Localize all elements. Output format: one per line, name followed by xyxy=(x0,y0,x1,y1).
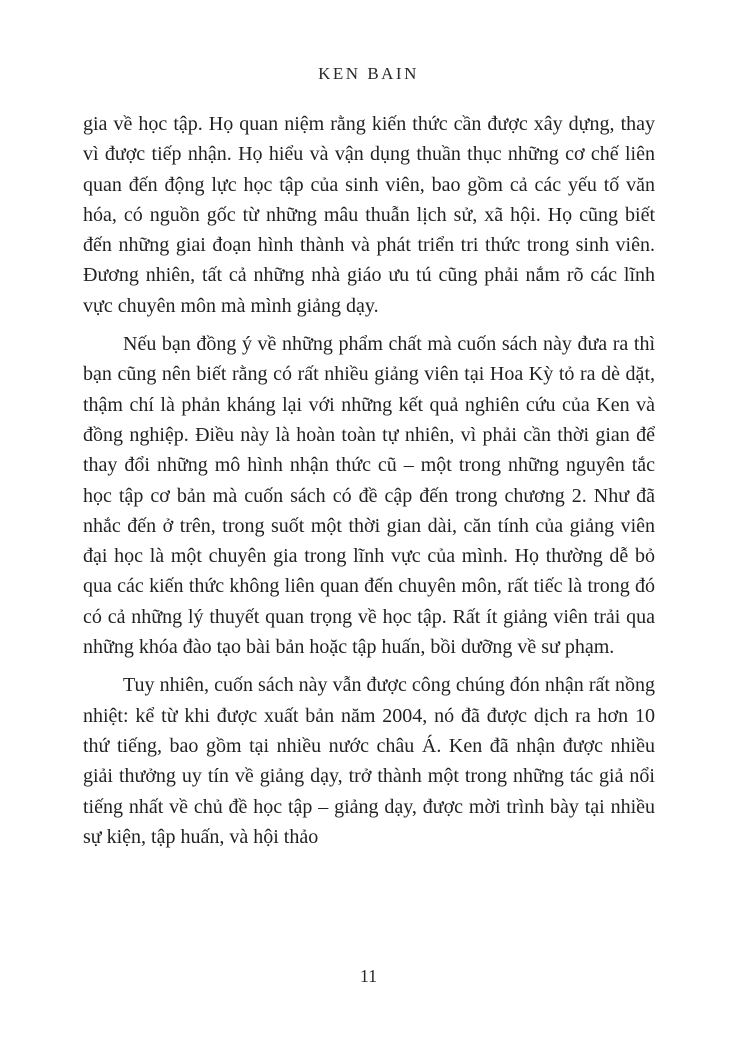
body-paragraph: Nếu bạn đồng ý về những phẩm chất mà cuốn sách này đưa ra thì bạn cũng nên biết rằng có rất nhiều giảng viên tại Hoa Kỳ tỏ ra dè dặt, thậm chí là phản kháng lại với những kết quả nghiên cứu của Ken và đồng nghiệp. Điều này là hoàn toàn tự nhiên, vì phải cần thời gian để thay đổi những mô hình nhận thức cũ – một trong những nguyên tắc học tập cơ bản mà cuốn sách có đề cập đến trong chương 2. Như đã nhắc đến ở trên, trong suốt một thời gian dài, căn tính của giảng viên đại học là một chuyên gia trong lĩnh vực của mình. Họ thường dễ bỏ qua các kiến thức không liên quan đến chuyên môn, rất tiếc là trong đó có cả những lý thuyết quan trọng về học tập. Rất ít giảng viên trải qua những khóa đào tạo bài bản hoặc tập huấn, bồi dưỡng về sư phạm. xyxy=(83,333,655,659)
body-paragraph: gia về học tập. Họ quan niệm rằng kiến thức cần được xây dựng, thay vì được tiếp nhận. Họ hiểu và vận dụng thuần thục những cơ chế liên quan đến động lực học tập của sinh viên, bao gồm cả các yếu tố văn hóa, có nguồn gốc từ những mâu thuẫn lịch sử, xã hội. Họ cũng biết đến những giai đoạn hình thành và phát triển tri thức trong sinh viên. Đương nhiên, tất cả những nhà giáo ưu tú cũng phải nắm rõ các lĩnh vực chuyên môn mà mình giảng dạy. xyxy=(83,113,655,317)
running-header: KEN BAIN xyxy=(318,64,419,83)
page-number: 11 xyxy=(359,966,378,986)
body-text-block xyxy=(83,109,655,852)
body-paragraph: Tuy nhiên, cuốn sách này vẫn được công chúng đón nhận rất nồng nhiệt: kể từ khi được xuất bản năm 2004, nó đã được dịch ra hơn 10 thứ tiếng, bao gồm tại nhiều nước châu Á. Ken đã nhận được nhiều giải thưởng uy tín về giảng dạy, trở thành một trong những tác giả nổi tiếng nhất về chủ đề học tập – giảng dạy, được mời trình bày tại nhiều sự kiện, tập huấn, và hội thảo xyxy=(83,674,655,848)
